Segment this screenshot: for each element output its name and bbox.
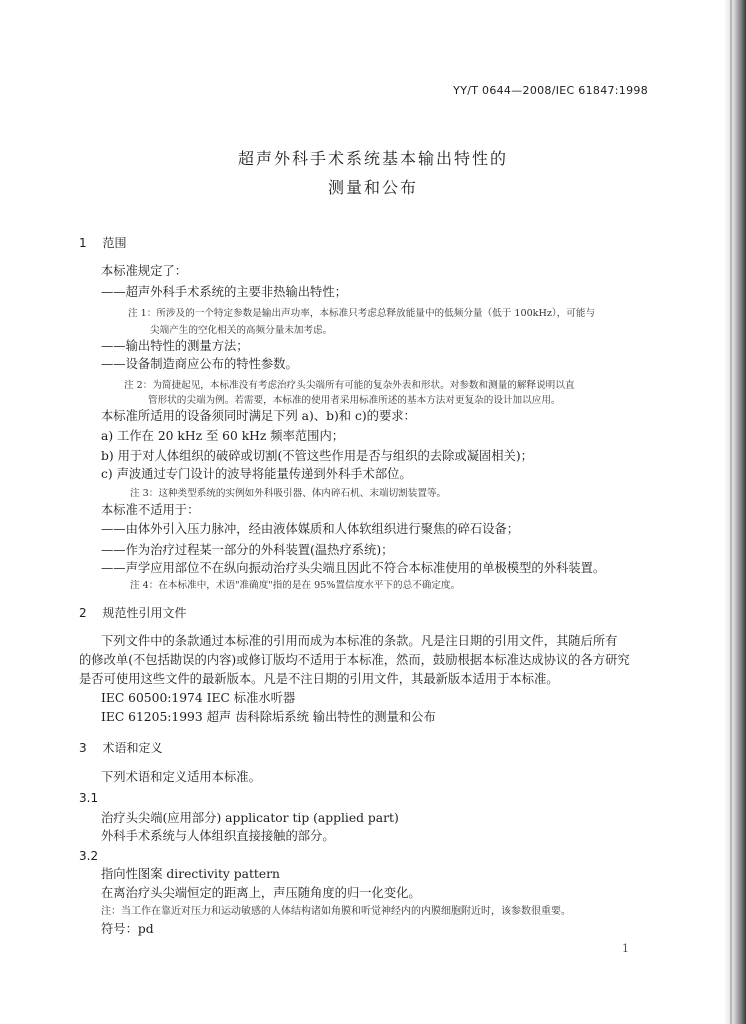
definition-term: 指向性图案 directivity pattern — [101, 867, 280, 881]
note-line: 注 2：为简捷起见，本标准没有考虑治疗头尖端所有可能的复杂外表和形状。对参数和测量的解释说明以直 — [124, 380, 575, 391]
section-number: 2 — [79, 606, 87, 620]
list-item: ——设备制造商应公布的特性参数。 — [101, 357, 298, 371]
paragraph: 下列术语和定义适用本标准。 — [101, 770, 261, 784]
section-number: 3 — [79, 741, 87, 755]
note-line: 注 1：所涉及的一个特定参数是输出声功率，本标准只考虑总释放能量中的低频分量（低于 100kHz），可能与 — [128, 308, 596, 319]
definition-number: 3.1 — [79, 791, 99, 805]
list-item: b) 用于对人体组织的破碎或切割(不管这些作用是否与组织的去除或凝固相关)； — [101, 449, 533, 463]
list-item: ——作为治疗过程某一部分的外科装置(温热疗系统)； — [101, 543, 394, 557]
definition-text: 外科手术系统与人体组织直接接触的部分。 — [101, 829, 335, 843]
paragraph-line: 的修改单(不包括勘误的内容)或修订版均不适用于本标准，然而，鼓励根据本标准达成协议的各方研究 — [79, 653, 630, 667]
symbol-line: 符号：pd — [101, 922, 154, 936]
reference-item: IEC 61205:1993 超声 齿科除垢系统 输出特性的测量和公布 — [101, 710, 436, 724]
section-2-heading — [79, 606, 186, 620]
list-item: ——声学应用部位不在纵向振动治疗头尖端且因此不符合本标准使用的单极模型的外科装置。 — [101, 561, 606, 575]
paragraph-line: 下列文件中的条款通过本标准的引用而成为本标准的条款。凡是注日期的引用文件，其随后所有 — [101, 634, 618, 648]
list-item: ——输出特性的测量方法； — [101, 339, 249, 353]
section-title: 规范性引用文件 — [102, 606, 187, 620]
section-3-heading — [79, 741, 162, 755]
definition-text: 在离治疗头尖端恒定的距离上，声压随角度的归一化变化。 — [101, 886, 421, 900]
reference-item: IEC 60500:1974 IEC 标准水听器 — [101, 691, 296, 705]
list-item: ——由体外引入压力脉冲，经由液体媒质和人体软组织进行聚焦的碎石设备； — [101, 522, 520, 536]
section-1-heading — [79, 236, 126, 250]
section-title: 术语和定义 — [102, 741, 163, 755]
paragraph: 本标准所适用的设备须同时满足下列 a)、b)和 c)的要求： — [101, 409, 416, 423]
list-item: ——超声外科手术系统的主要非热输出特性； — [101, 285, 347, 299]
standard-number: YY/T 0644—2008/IEC 61847:1998 — [453, 84, 648, 97]
list-item: c) 声波通过专门设计的波导将能量传递到外科手术部位。 — [101, 467, 412, 481]
definition-term: 治疗头尖端(应用部分) applicator tip (applied part) — [101, 811, 399, 825]
document-title-line-2: 测量和公布 — [327, 178, 418, 197]
paragraph-line: 是否可使用这些文件的最新版本。凡是不注日期的引用文件，其最新版本适用于本标准。 — [79, 672, 559, 686]
paragraph: 本标准不适用于： — [101, 503, 200, 517]
paragraph: 本标准规定了： — [101, 264, 188, 278]
note-line: 注 3：这种类型系统的实例如外科吸引器、体内碎石机、末端切割装置等。 — [130, 488, 447, 499]
section-number: 1 — [79, 236, 87, 250]
note-line: 注 4：在本标准中，术语"准确度"指的是在 95%置信度水平下的总不确定度。 — [130, 580, 461, 591]
note-line: 尖端产生的空化相关的高频分量未加考虑。 — [150, 325, 333, 336]
definition-number: 3.2 — [79, 849, 99, 863]
list-item: a) 工作在 20 kHz 至 60 kHz 频率范围内； — [101, 429, 345, 443]
document-title-line-1: 超声外科手术系统基本输出特性的 — [237, 149, 508, 168]
page-number: 1 — [622, 942, 629, 955]
note-line: 注：当工作在靠近对压力和运动敏感的人体结构诸如角膜和听觉神经内的内膜细胞附近时，该参数很重要。 — [101, 906, 571, 917]
section-title: 范围 — [102, 236, 127, 250]
note-line: 管形状的尖端为例。若需要，本标准的使用者采用标准所述的基本方法对更复杂的设计加以应用。 — [148, 395, 561, 406]
